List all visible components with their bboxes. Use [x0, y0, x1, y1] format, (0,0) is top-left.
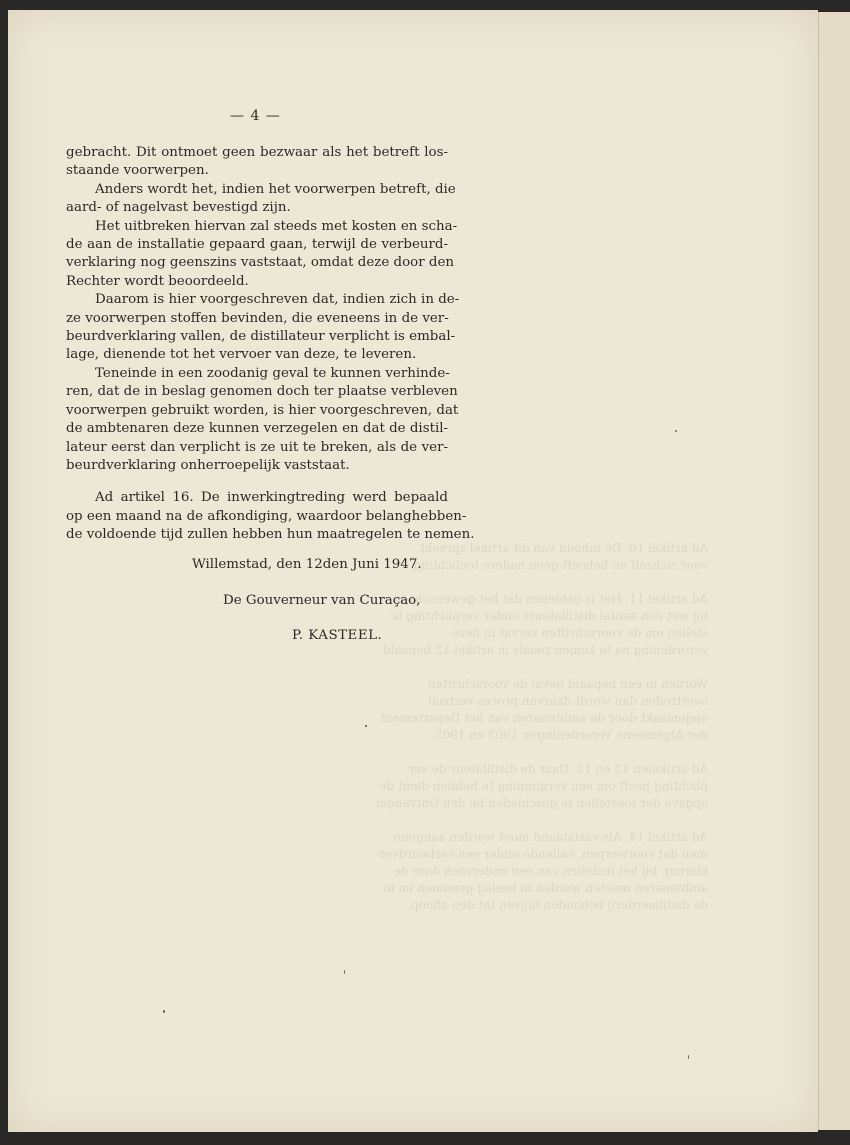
paragraph — [66, 218, 458, 292]
text-line: Teneinde in een zoodanig geval te kunnen verhinde- — [95, 365, 450, 381]
bleed-through-texture: Ad artikel 10. De inhoud van dit artikel spreekt voor zichzelf en behoeft geen nadere toelichting. Ad artikel 11. Het is gebleken dat het gewenscht is bij wet een aantal distillateurs onder verplichting te stellen om de voorschriften vervat in deze verordening na te komen zooals in artikel 12 bepaald Worden in een bepaald geval de voorschriften overtreden dan wordt daarvan proces-verbaal opgemaakt door de ambtenaren van het Departement der Algemeene Verordeningen 1903 en 1905. Ad artikelen 12 en 13. Daar de distillateur de ver- plichting heeft om een vergunning te hebben dient de opgave der toestellen te geschieden bij den Ontvanger Ad artikel 14. Als vaststaand moet worden aangeno- men dat voorwerpen, vallende onder een verbeurdver- klaring, bij het instellen van een onderzoek door de ambtenaren moeten worden in beslag genomen en in de distilleerderij behouden blijven tot den afloop. — [374, 541, 708, 912]
text-line: beurdverklaring vallen, de distillateur verplicht is embal- — [66, 329, 456, 345]
paragraph — [66, 144, 448, 181]
paper-speck — [365, 725, 367, 727]
paragraph — [66, 365, 459, 475]
next-page-edge — [818, 12, 850, 1130]
text-line: lage, dienende tot het vervoer van deze, te leveren. — [66, 347, 417, 363]
document-page — [8, 10, 818, 1132]
signature-title: De Gouverneur van Curaçao, — [223, 593, 421, 608]
signature-name: P. KASTEEL. — [292, 628, 383, 643]
paper-speck — [344, 970, 345, 974]
text-line: Het uitbreken hiervan zal steeds met kosten en scha- — [95, 218, 458, 234]
body-text — [66, 144, 475, 545]
text-line: ren, dat de in beslag genomen doch ter plaatse verbleven — [66, 384, 458, 400]
paragraph — [66, 181, 456, 218]
paper-speck — [675, 430, 677, 432]
text-line: Anders wordt het, indien het voorwerpen betreft, die — [95, 181, 456, 197]
text-line: op een maand na de afkondiging, waardoor belanghebben- — [66, 508, 467, 524]
text-line: Ad artikel 16. De inwerkingtreding werd bepaald — [95, 490, 448, 506]
text-line: de ambtenaren deze kunnen verzegelen en dat de distil- — [66, 421, 449, 437]
text-line: Daarom is hier voorgeschreven dat, indien zich in de- — [95, 292, 460, 308]
paper-speck — [688, 1055, 689, 1059]
paper-speck — [163, 1010, 165, 1013]
paragraph — [66, 291, 460, 365]
paragraph — [66, 489, 475, 544]
text-line: verklaring nog geenszins vaststaat, omdat deze door den — [66, 255, 455, 271]
text-line: beurdverklaring onherroepelijk vaststaat. — [66, 457, 350, 473]
text-line: voorwerpen gebruikt worden, is hier voorgeschreven, dat — [66, 402, 459, 418]
text-line: ze voorwerpen stoffen bevinden, die eveneens in de ver- — [66, 310, 449, 326]
text-line: de aan de installatie gepaard gaan, terwijl de verbeurd- — [66, 237, 448, 253]
text-line: aard- of nagelvast bevestigd zijn. — [66, 200, 291, 216]
signature-place-date: Willemstad, den 12den Juni 1947. — [192, 557, 422, 572]
page-number: — 4 — — [230, 108, 281, 124]
text-line: lateur eerst dan verplicht is ze uit te breken, als de ver- — [66, 439, 448, 455]
text-line: gebracht. Dit ontmoet geen bezwaar als het betreft los- — [66, 145, 448, 160]
text-line: Rechter wordt beoordeeld. — [66, 273, 249, 289]
text-line: de voldoende tijd zullen hebben hun maatregelen te nemen. — [66, 527, 475, 543]
text-line: staande voorwerpen. — [66, 163, 209, 179]
